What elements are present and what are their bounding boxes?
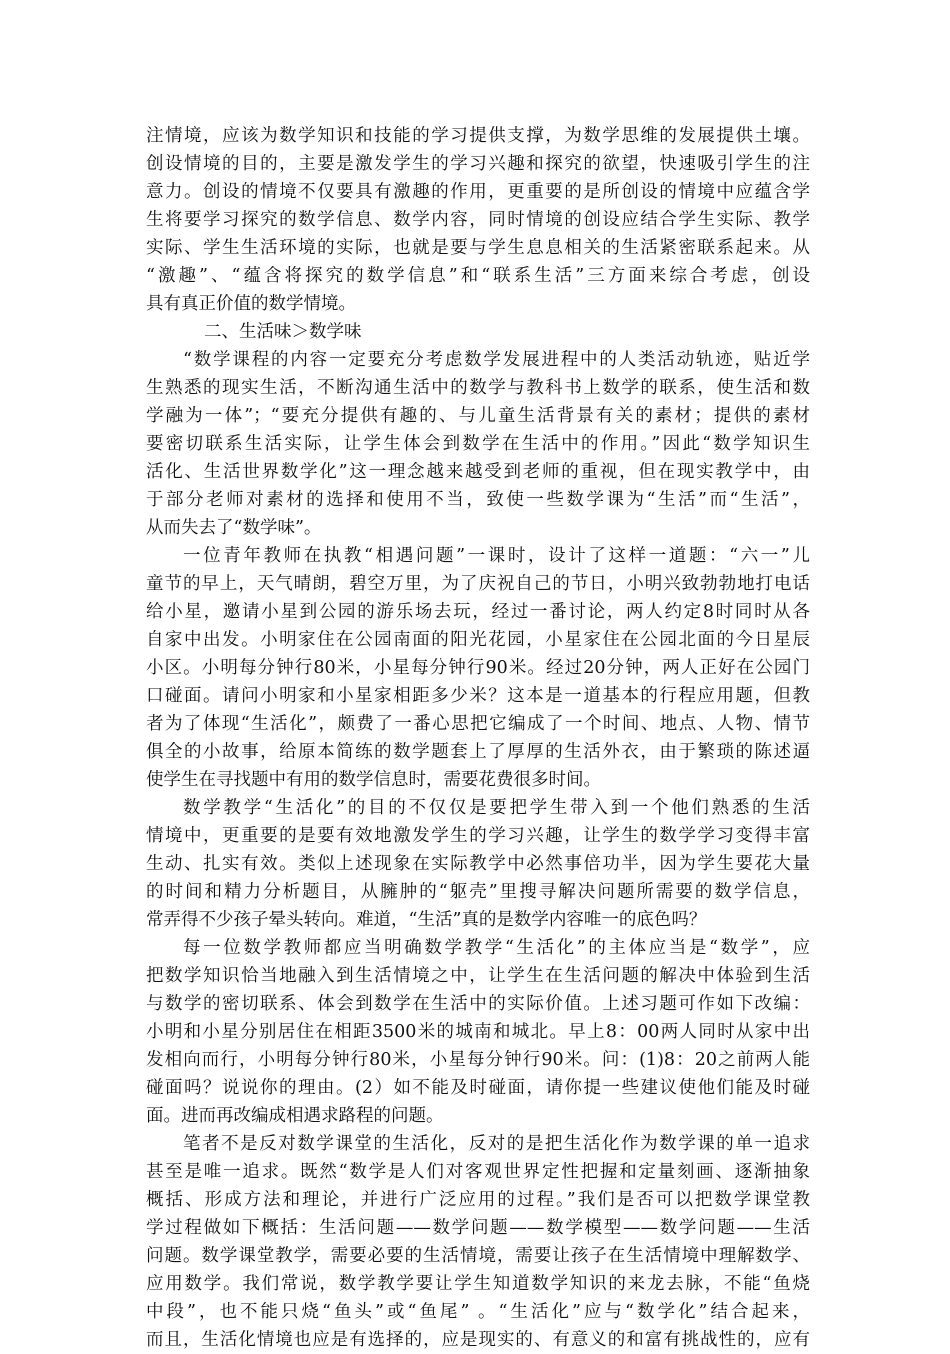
text-line: 要密切联系生活实际，让学生体会到数学在生活中的作用。”因此“数学知识生 (146, 434, 810, 454)
text-line: 小区。小明每分钟行80米，小星每分钟行90米。经过20分钟，两人正好在公园门 (146, 658, 810, 678)
text-line: 给小星，邀请小星到公园的游乐场去玩，经过一番讨论，两人约定8时同时从各 (146, 602, 810, 622)
text-line: 从而失去了“数学味”。 (146, 518, 322, 538)
text-line: 学过程做如下概括：生活问题——数学问题——数学模型——数学问题——生活 (146, 1218, 810, 1238)
text-line: 实际、学生生活环境的实际，也就是要与学生息息相关的生活紧密联系起来。从 (146, 238, 810, 258)
text-line: 童节的早上，天气晴朗，碧空万里，为了庆祝自己的节日，小明兴致勃勃地打电话 (146, 574, 810, 594)
paragraph-first-line: 每一位数学教师都应当明确数学教学“生活化”的主体应当是“数学”，应 (183, 938, 810, 958)
text-line: 情境中，更重要的是要有效地激发学生的学习兴趣，让学生的数学学习变得丰富 (146, 826, 810, 846)
text-line: 碰面吗？说说你的理由。(2）如不能及时碰面，请你提一些建议使他们能及时碰 (146, 1078, 810, 1098)
section-heading: 二、生活味＞数学味 (204, 322, 362, 342)
text-line: 面。进而再改编成相遇求路程的问题。 (146, 1106, 444, 1126)
text-line: 使学生在寻找题中有用的数学信息时，需要花费很多时间。 (146, 770, 601, 790)
paragraph-first-line: 笔者不是反对数学课堂的生活化，反对的是把生活化作为数学课的单一追求 (183, 1134, 810, 1154)
text-line: 发相向而行，小明每分钟行80米，小星每分钟行90米。问：(1)8：20之前两人能 (146, 1050, 810, 1070)
text-line: 活化、生活世界数学化”这一理念越来越受到老师的重视，但在现实教学中，由 (146, 462, 810, 482)
text-line: 应用数学。我们常说，数学教学要让学生知道数学知识的来龙去脉，不能“鱼烧 (146, 1274, 810, 1294)
text-line: 中段”，也不能只烧“鱼头”或“鱼尾” 。“生活化”应与“数学化”结合起来， (146, 1302, 810, 1322)
text-line: 常弄得不少孩子晕头转向。难道，“生活”真的是数学内容唯一的底色吗？ (146, 910, 707, 930)
text-line: 与数学的密切联系、体会到数学在生活中的实际价值。上述习题可作如下改编： (146, 994, 810, 1014)
text-line: 把数学知识恰当地融入到生活情境之中，让学生在生活问题的解决中体验到生活 (146, 966, 810, 986)
document-page (146, 122, 810, 1354)
text-line: 的时间和精力分析题目，从臃肿的“躯壳”里搜寻解决问题所需要的数学信息， (146, 882, 810, 902)
text-line: 俱全的小故事，给原本简练的数学题套上了厚厚的生活外衣，由于繁琐的陈述逼 (146, 742, 810, 762)
text-line: 学融为一体”；“要充分提供有趣的、与儿童生活背景有关的素材；提供的素材 (146, 406, 810, 426)
text-line: 小明和小星分别居住在相距3500米的城南和城北。早上8：00两人同时从家中出 (146, 1022, 810, 1042)
text-line: 自家中出发。小明家住在公园南面的阳光花园，小星家住在公园北面的今日星辰 (146, 630, 810, 650)
text-line: 生动、扎实有效。类似上述现象在实际教学中必然事倍功半，因为学生要花大量 (146, 854, 810, 874)
text-line: 问题。数学课堂教学，需要必要的生活情境，需要让孩子在生活情境中理解数学、 (146, 1246, 810, 1266)
text-line: 创设情境的目的，主要是激发学生的学习兴趣和探究的欲望，快速吸引学生的注 (146, 154, 810, 174)
text-line: 生熟悉的现实生活，不断沟通生活中的数学与教科书上数学的联系，使生活和数 (146, 378, 810, 398)
paragraph-first-line: 一位青年教师在执教“相遇问题”一课时，设计了这样一道题：“六一”儿 (183, 546, 810, 566)
text-line: 概括、形成方法和理论，并进行广泛应用的过程。”我们是否可以把数学课堂教 (146, 1190, 810, 1210)
text-line: 生将要学习探究的数学信息、数学内容，同时情境的创设应结合学生实际、教学 (146, 210, 810, 230)
text-line: 甚至是唯一追求。既然“数学是人们对客观世界定性把握和定量刻画、逐渐抽象 (146, 1162, 810, 1182)
text-line: 者为了体现“生活化”，颇费了一番心思把它编成了一个时间、地点、人物、情节 (146, 714, 810, 734)
text-line: 具有真正价值的数学情境。 (146, 294, 356, 314)
text-line: 意力。创设的情境不仅要具有激趣的作用，更重要的是所创设的情境中应蕴含学 (146, 182, 810, 202)
paragraph-first-line: 数学教学“生活化”的目的不仅仅是要把学生带入到一个他们熟悉的生活 (183, 798, 810, 818)
text-line: 注情境，应该为数学知识和技能的学习提供支撑，为数学思维的发展提供土壤。 (146, 126, 810, 146)
text-line: 口碰面。请问小明家和小星家相距多少米？这本是一道基本的行程应用题，但教 (146, 686, 810, 706)
text-line: “激趣”、“蕴含将探究的数学信息”和“联系生活”三方面来综合考虑，创设 (146, 266, 810, 286)
text-line: 于部分老师对素材的选择和使用不当，致使一些数学课为“生活”而“生活”， (146, 490, 810, 510)
text-line: 而且，生活化情境也应是有选择的，应是现实的、有意义的和富有挑战性的，应有 (146, 1330, 810, 1350)
paragraph-first-line: “数学课程的内容一定要充分考虑数学发展进程中的人类活动轨迹，贴近学 (183, 350, 810, 370)
